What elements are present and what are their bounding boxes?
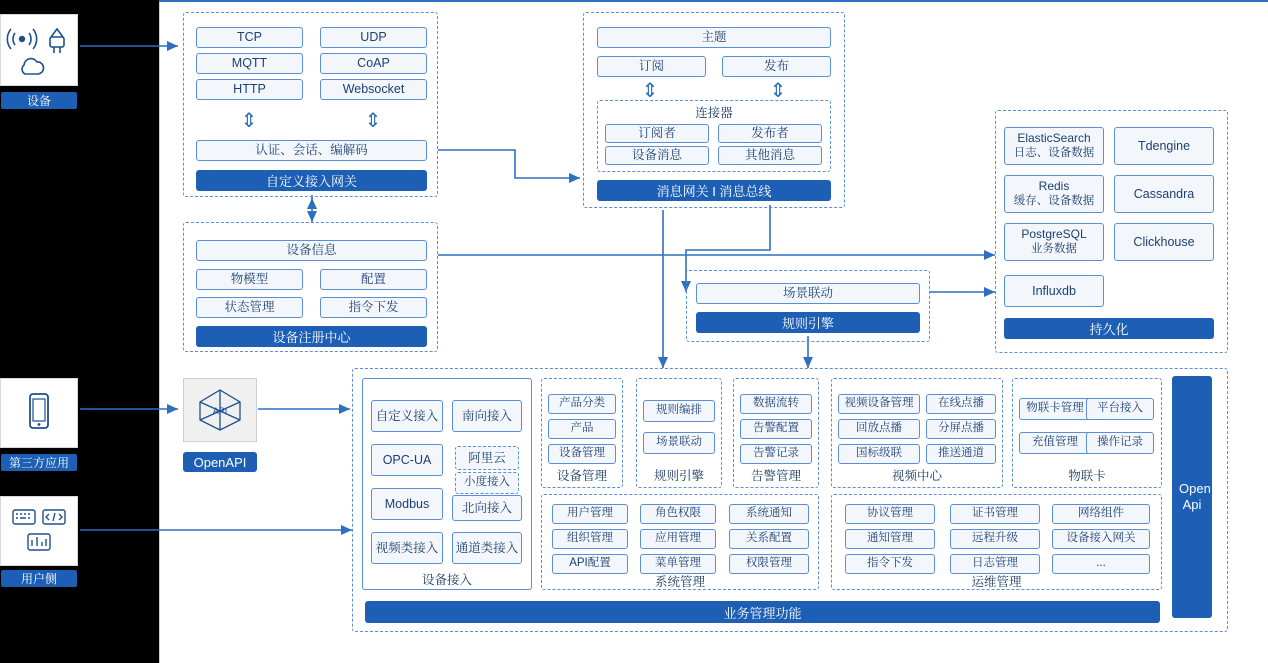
playback-label: 回放点播	[856, 422, 902, 435]
log-management[interactable]	[950, 554, 1040, 574]
open-api-side-bar[interactable]	[1172, 376, 1212, 618]
device-info[interactable]	[196, 240, 427, 261]
connector-publisher[interactable]	[718, 124, 822, 143]
protocol-http[interactable]	[196, 79, 303, 100]
recharge-management[interactable]	[1019, 432, 1091, 454]
system-notification-label: 系统通知	[746, 507, 792, 520]
more-items-label: ...	[1096, 557, 1106, 570]
store-redis-desc: 缓存、设备数据	[1013, 195, 1095, 208]
device-registry-title[interactable]	[196, 326, 427, 347]
product[interactable]	[548, 419, 616, 439]
access-modbus[interactable]	[371, 488, 443, 520]
alarm-config-label: 告警配置	[753, 422, 799, 435]
video-device-management[interactable]	[838, 394, 920, 414]
connector-title	[597, 103, 831, 121]
store-postgresql-name: PostgreSQL	[1021, 227, 1087, 242]
persistence-title[interactable]	[1004, 318, 1214, 339]
alarm-management-caption	[733, 466, 819, 484]
device-label	[1, 92, 77, 109]
scene-linkage[interactable]	[696, 283, 920, 304]
device-access-caption-label: 设备接入	[421, 573, 472, 587]
rule-engine-title-label: 规则引擎	[781, 316, 834, 331]
bus-up-down-arrow-right: ⇕	[769, 79, 787, 102]
access-aliyun-label: 阿里云	[468, 450, 506, 465]
role-permission-label: 角色权限	[655, 507, 701, 520]
system-management-caption-label: 系统管理	[654, 575, 705, 589]
protocol-management[interactable]	[845, 504, 935, 524]
gb-cascade[interactable]	[838, 444, 920, 464]
alarm-records[interactable]	[740, 444, 812, 464]
product-category[interactable]	[548, 394, 616, 414]
thing-model[interactable]	[196, 269, 303, 290]
custom-access-gateway-title-label: 自定义接入网关	[265, 174, 357, 189]
store-tdengine[interactable]	[1114, 127, 1214, 165]
bus-topic-label: 主题	[701, 30, 727, 45]
third-party-label	[1, 454, 77, 471]
bus-publish-label: 发布	[763, 59, 789, 74]
store-influxdb-name: Influxdb	[1032, 283, 1076, 298]
access-northbound[interactable]	[452, 495, 522, 521]
store-clickhouse[interactable]	[1114, 223, 1214, 261]
device-config[interactable]	[320, 269, 427, 290]
connector-other-message[interactable]	[718, 146, 822, 165]
custom-access-gateway-title[interactable]	[196, 170, 427, 191]
online-play[interactable]	[926, 394, 996, 414]
protocol-coap-label: CoAP	[357, 56, 390, 71]
relation-config[interactable]	[729, 529, 809, 549]
store-cassandra[interactable]	[1114, 175, 1214, 213]
protocol-udp-label: UDP	[360, 30, 387, 45]
org-management-label: 组织管理	[567, 532, 613, 545]
store-influxdb[interactable]	[1004, 275, 1104, 307]
menu-management-label: 菜单管理	[655, 557, 701, 570]
device-management-label: 设备管理	[559, 447, 605, 460]
ops-management-caption	[831, 572, 1162, 590]
store-redis[interactable]	[1004, 175, 1104, 213]
third-party-icon-card	[0, 378, 78, 448]
store-tdengine-name: Tdengine	[1137, 138, 1191, 153]
api-config[interactable]	[552, 554, 628, 574]
playback[interactable]	[838, 419, 920, 439]
device-management-caption	[541, 466, 623, 484]
api-globe-icon	[193, 385, 247, 435]
push-channel[interactable]	[926, 444, 996, 464]
app-management-label: 应用管理	[655, 532, 701, 545]
scene-linkage-biz-label: 场景联动	[656, 436, 702, 449]
protocol-websocket[interactable]	[320, 79, 427, 100]
store-elasticsearch-name: ElasticSearch	[1017, 131, 1091, 146]
command-dispatch[interactable]	[320, 297, 427, 318]
store-elasticsearch-desc: 日志、设备数据	[1013, 147, 1095, 160]
store-postgresql-desc: 业务数据	[1031, 243, 1077, 256]
connector-publisher-label: 发布者	[751, 126, 789, 141]
connector-title-label: 连接器	[695, 106, 733, 120]
org-management[interactable]	[552, 529, 628, 549]
protocol-http-label: HTTP	[233, 82, 266, 97]
mobile-phone-icon	[19, 388, 59, 438]
access-southbound-label: 南向接入	[461, 408, 512, 423]
data-flow-label: 数据流转	[753, 397, 799, 410]
protocol-udp[interactable]	[320, 27, 427, 48]
access-channel-label: 通道类接入	[455, 540, 519, 555]
business-function-bar[interactable]	[365, 601, 1160, 623]
rule-engine-biz-caption-label: 规则引擎	[653, 469, 704, 483]
open-api-side-label: Open Api	[1179, 481, 1211, 512]
top-accent-line	[159, 0, 1268, 2]
access-aliyun[interactable]	[455, 446, 519, 470]
bus-subscribe-label: 订阅	[638, 59, 664, 74]
access-video-label: 视频类接入	[375, 540, 439, 555]
message-gateway-bus-title-label: 消息网关 I 消息总线	[656, 184, 772, 199]
certificate-management[interactable]	[950, 504, 1040, 524]
operation-records-label: 操作记录	[1097, 436, 1143, 449]
video-device-management-label: 视频设备管理	[844, 397, 914, 410]
bus-up-down-arrow-left: ⇕	[641, 79, 659, 102]
connector-device-message[interactable]	[605, 146, 709, 165]
access-northbound-label: 北向接入	[461, 500, 512, 515]
business-function-bar-label: 业务管理功能	[723, 605, 802, 621]
data-flow[interactable]	[740, 394, 812, 414]
message-gateway-bus-title[interactable]	[597, 180, 831, 201]
gateway-auth-session-codec[interactable]	[196, 140, 427, 161]
iot-card-caption	[1012, 466, 1162, 484]
protocol-mqtt[interactable]	[196, 53, 303, 74]
permission-management-label: 权限管理	[746, 557, 792, 570]
remote-upgrade-label: 远程升级	[972, 532, 1018, 545]
access-modbus-label: Modbus	[384, 496, 430, 511]
store-cassandra-name: Cassandra	[1133, 186, 1195, 201]
protocol-mqtt-label: MQTT	[231, 56, 268, 71]
menu-management[interactable]	[640, 554, 716, 574]
network-component-label: 网络组件	[1078, 507, 1124, 520]
openapi-card	[183, 378, 257, 442]
device-access-caption	[362, 570, 532, 588]
scene-linkage-label: 场景联动	[782, 286, 833, 301]
user-side-label	[1, 570, 77, 587]
access-opcua-label: OPC-UA	[382, 452, 432, 467]
product-label: 产品	[570, 422, 594, 435]
gateway-auth-session-codec-label: 认证、会话、编解码	[255, 143, 368, 158]
user-side-label-text: 用户侧	[20, 572, 57, 586]
protocol-websocket-label: Websocket	[342, 82, 405, 97]
access-xiaodu-label: 小度接入	[464, 476, 510, 489]
connector-other-message-label: 其他消息	[744, 148, 795, 163]
connector-device-message-label: 设备消息	[631, 148, 682, 163]
relation-config-label: 关系配置	[746, 532, 792, 545]
scene-linkage-biz[interactable]	[643, 432, 715, 454]
alarm-records-label: 告警记录	[753, 447, 799, 460]
device-label-text: 设备	[26, 94, 51, 108]
store-postgresql[interactable]	[1004, 223, 1104, 261]
command-dispatch-ops[interactable]	[845, 554, 935, 574]
bus-topic[interactable]	[597, 27, 831, 48]
store-clickhouse-name: Clickhouse	[1133, 234, 1195, 249]
platform-access[interactable]	[1086, 398, 1154, 420]
notification-management[interactable]	[845, 529, 935, 549]
device-management[interactable]	[548, 444, 616, 464]
device-config-label: 配置	[360, 272, 386, 287]
split-screen-play-label: 分屏点播	[938, 422, 984, 435]
access-video[interactable]	[371, 532, 443, 564]
recharge-management-label: 充值管理	[1032, 436, 1078, 449]
state-management[interactable]	[196, 297, 303, 318]
bus-subscribe[interactable]	[597, 56, 706, 77]
protocol-tcp-label: TCP	[237, 30, 262, 45]
alarm-config[interactable]	[740, 419, 812, 439]
rule-engine-biz-caption	[636, 466, 722, 484]
protocol-tcp[interactable]	[196, 27, 303, 48]
access-xiaodu[interactable]	[455, 472, 519, 494]
system-management-caption	[541, 572, 819, 590]
protocol-coap[interactable]	[320, 53, 427, 74]
access-southbound[interactable]	[452, 400, 522, 432]
access-custom-label: 自定义接入	[375, 408, 439, 423]
connector-subscriber-label: 订阅者	[638, 126, 676, 141]
command-dispatch-label: 指令下发	[348, 300, 399, 315]
openapi-badge-label: OpenAPI	[193, 454, 247, 470]
protocol-management-label: 协议管理	[867, 507, 913, 520]
device-info-label: 设备信息	[286, 243, 337, 258]
push-channel-label: 推送通道	[938, 447, 984, 460]
gateway-up-down-arrow-right: ⇕	[364, 109, 382, 132]
certificate-management-label: 证书管理	[972, 507, 1018, 520]
svg-text:API: API	[212, 406, 228, 416]
iot-card-caption-label: 物联卡	[1068, 469, 1106, 483]
openapi-badge[interactable]	[183, 452, 257, 472]
device-registry-title-label: 设备注册中心	[272, 330, 351, 345]
access-opcua[interactable]	[371, 444, 443, 476]
operation-records[interactable]	[1086, 432, 1154, 454]
rule-engine-title[interactable]	[696, 312, 920, 333]
network-component[interactable]	[1052, 504, 1150, 524]
remote-upgrade[interactable]	[950, 529, 1040, 549]
access-custom[interactable]	[371, 400, 443, 432]
gb-cascade-label: 国标级联	[856, 447, 902, 460]
rule-orchestration-label: 规则编排	[656, 404, 702, 417]
platform-access-label: 平台接入	[1097, 402, 1143, 415]
bus-publish[interactable]	[722, 56, 831, 77]
product-category-label: 产品分类	[559, 397, 605, 410]
video-center-caption	[831, 466, 1003, 484]
user-management[interactable]	[552, 504, 628, 524]
device-icons-svg	[4, 19, 74, 81]
user-side-icon-card	[0, 496, 78, 566]
user-management-label: 用户管理	[567, 507, 613, 520]
online-play-label: 在线点播	[938, 397, 984, 410]
thing-model-label: 物模型	[230, 272, 269, 287]
rule-orchestration[interactable]	[643, 400, 715, 422]
log-management-label: 日志管理	[972, 557, 1018, 570]
ops-management-caption-label: 运维管理	[971, 575, 1022, 589]
role-permission[interactable]	[640, 504, 716, 524]
device-access-gateway-label: 设备接入网关	[1066, 532, 1136, 545]
access-channel[interactable]	[452, 532, 522, 564]
api-config-label: API配置	[569, 557, 611, 570]
video-center-caption-label: 视频中心	[891, 469, 942, 483]
user-side-icons-svg	[7, 502, 71, 560]
iot-card-management-label: 物联卡管理	[1026, 402, 1084, 415]
device-management-caption-label: 设备管理	[556, 469, 607, 483]
command-dispatch-ops-label: 指令下发	[867, 557, 913, 570]
device-icon-card	[0, 14, 78, 86]
store-elasticsearch[interactable]	[1004, 127, 1104, 165]
device-access-gateway[interactable]	[1052, 529, 1150, 549]
app-management[interactable]	[640, 529, 716, 549]
iot-card-management[interactable]	[1019, 398, 1091, 420]
state-management-label: 状态管理	[224, 300, 275, 315]
connector-subscriber[interactable]	[605, 124, 709, 143]
system-notification[interactable]	[729, 504, 809, 524]
more-items[interactable]	[1052, 554, 1150, 574]
notification-management-label: 通知管理	[867, 532, 913, 545]
store-redis-name: Redis	[1038, 179, 1070, 194]
alarm-management-caption-label: 告警管理	[750, 469, 801, 483]
split-screen-play[interactable]	[926, 419, 996, 439]
permission-management[interactable]	[729, 554, 809, 574]
gateway-up-down-arrow-left: ⇕	[240, 109, 258, 132]
persistence-title-label: 持久化	[1089, 322, 1129, 337]
third-party-label-text: 第三方应用	[8, 456, 69, 470]
